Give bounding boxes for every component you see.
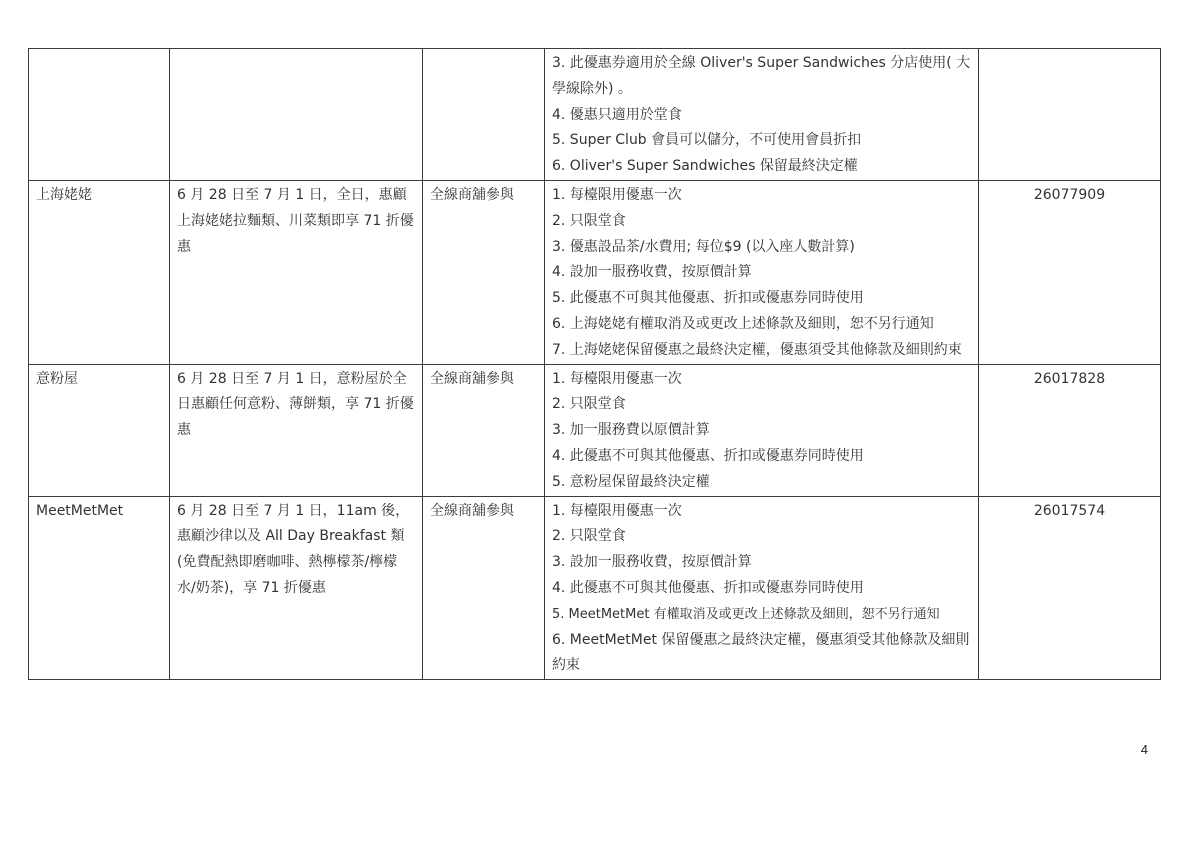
phone-cell: 26017574 [979,496,1161,680]
restaurant-cell: MeetMetMet [29,496,170,680]
table-row [29,180,1161,364]
restaurant-cell: 上海姥姥 [29,180,170,364]
offers-table [28,48,1161,680]
page-number: 4 [1140,742,1148,757]
term-item: 3. 此優惠券適用於全線 Oliver's Super Sandwiches 分店使用( 大學線除外) 。 [552,55,971,97]
term-item: 5. Super Club 會員可以儲分，不可使用會員折扣 [552,132,862,149]
term-item: 5. MeetMetMet 有權取消及或更改上述條款及細則，恕不另行通知 [552,606,940,622]
terms-cell [545,49,979,181]
term-item: 1. 每檯限用優惠一次 [552,370,682,387]
table-row [29,49,1161,181]
term-item: 2. 只限堂食 [552,212,626,229]
offer-cell: 6 月 28 日至 7 月 1 日，意粉屋於全日惠顧任何意粉、薄餅類，享 71 折優惠 [170,364,423,496]
term-item: 7. 上海姥姥保留優惠之最終決定權，優惠須受其他條款及細則約束 [552,341,962,358]
term-item: 5. 此優惠不可與其他優惠、折扣或優惠券同時使用 [552,290,864,307]
term-item: 3. 優惠設品茶/水費用; 每位$9 (以入座人數計算) [552,238,855,255]
terms-cell [545,364,979,496]
term-item: 4. 優惠只適用於堂食 [552,106,682,123]
term-item: 1. 每檯限用優惠一次 [552,502,682,519]
term-item: 6. MeetMetMet 保留優惠之最終決定權，優惠須受其他條款及細則約束 [552,631,970,674]
term-item: 6. Oliver's Super Sandwiches 保留最終決定權 [552,158,858,175]
phone-cell: 26077909 [979,180,1161,364]
participation-cell [423,49,545,181]
term-item: 5. 意粉屋保留最終決定權 [552,473,710,490]
participation-cell: 全線商舖參與 [423,364,545,496]
restaurant-cell: 意粉屋 [29,364,170,496]
terms-cell [545,496,979,680]
offer-cell: 6 月 28 日至 7 月 1 日，11am 後，惠顧沙律以及 All Day Breakfast 類 (免費配熱即磨咖啡、熱檸檬茶/檸檬水/奶茶)，享 71 折優惠 [170,496,423,680]
phone-cell: 26017828 [979,364,1161,496]
participation-cell: 全線商舖參與 [423,180,545,364]
table-row [29,364,1161,496]
phone-cell [979,49,1161,181]
offer-cell: 6 月 28 日至 7 月 1 日，全日，惠顧上海姥姥拉麵類、川菜類即享 71 折優惠 [170,180,423,364]
term-item: 4. 設加一服務收費，按原價計算 [552,264,752,281]
offer-cell [170,49,423,181]
participation-cell: 全線商舖參與 [423,496,545,680]
restaurant-cell [29,49,170,181]
term-item: 2. 只限堂食 [552,396,626,413]
term-item: 3. 設加一服務收費，按原價計算 [552,554,752,571]
term-item: 4. 此優惠不可與其他優惠、折扣或優惠券同時使用 [552,579,864,596]
term-item: 3. 加一服務費以原價計算 [552,422,710,439]
term-item: 2. 只限堂食 [552,528,626,545]
term-item: 6. 上海姥姥有權取消及或更改上述條款及細則，恕不另行通知 [552,315,934,332]
term-item: 4. 此優惠不可與其他優惠、折扣或優惠券同時使用 [552,447,864,464]
terms-cell [545,180,979,364]
term-item: 1. 每檯限用優惠一次 [552,186,682,203]
table-row [29,496,1161,680]
